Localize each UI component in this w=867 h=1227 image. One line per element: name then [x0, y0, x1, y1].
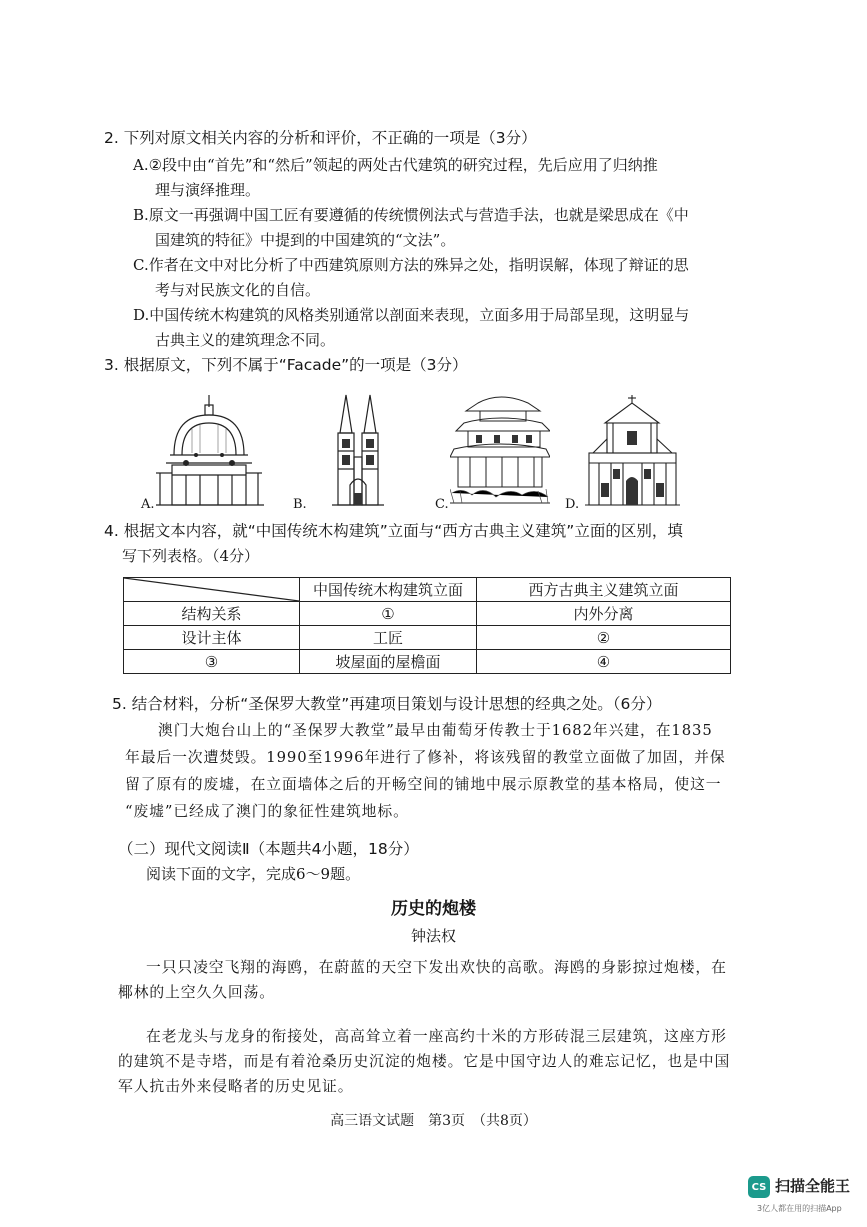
- article-p2-line2: 的建筑不是寺塔，而是有着沧桑历史沉淀的炮楼。它是中国守边人的难忘记忆，也是中国: [118, 1053, 731, 1070]
- material-line-2: 年最后一次遭焚毁。1990至1996年进行了修补，将该残留的教堂立面做了加固，并保: [125, 749, 726, 766]
- material-line-1: 澳门大炮台山上的“圣保罗大教堂”最早由葡萄牙传教士于1682年兴建，在1835: [158, 722, 713, 739]
- article-p2-line3: 军人抗击外来侵略者的历史见证。: [118, 1078, 354, 1095]
- section-instruction: 阅读下面的文字，完成6～9题。: [146, 865, 361, 883]
- table-row: [124, 602, 731, 626]
- table-header-cell: 西方古典主义建筑立面: [477, 578, 731, 602]
- question-2-option-c: C.作者在文中对比分析了中西建筑原则方法的殊异之处，指明误解，体现了辩证的思: [133, 256, 689, 274]
- article-author: 钟法权: [410, 927, 456, 945]
- question-2-option-d-cont: 古典主义的建筑理念不同。: [155, 331, 336, 349]
- table-header-cell: 中国传统木构建筑立面: [300, 578, 477, 602]
- article-title: 历史的炮楼: [391, 899, 476, 919]
- question-2-option-c-cont: 考与对民族文化的自信。: [155, 281, 321, 299]
- table-cell: ①: [300, 602, 477, 626]
- figure-a-label: A.: [141, 497, 155, 512]
- table-cell: 坡屋面的屋檐面: [300, 650, 477, 674]
- question-3-title: 3. 根据原文，下列不属于“Facade”的一项是（3分）: [104, 356, 468, 374]
- page-footer: 高三语文试题 第3页 （共8页）: [330, 1113, 537, 1129]
- article-p1-line1: 一只只凌空飞翔的海鸥，在蔚蓝的天空下发出欢快的高歌。海鸥的身影掠过炮楼，在: [146, 959, 727, 976]
- material-line-4: “废墟”已经成了澳门的象征性建筑地标。: [125, 803, 409, 820]
- table-cell: ④: [477, 650, 731, 674]
- question-2-option-a-cont: 理与演绎推理。: [155, 181, 261, 199]
- table-row: [124, 650, 731, 674]
- table-cell: ②: [477, 626, 731, 650]
- question-2-option-a: A.②段中由“首先”和“然后”领起的两处古代建筑的研究过程，先后应用了归纳推: [133, 156, 658, 174]
- figure-b-label: B.: [293, 497, 307, 512]
- question-4-title: 4. 根据文本内容，就“中国传统木构建筑”立面与“西方古典主义建筑”立面的区别，填: [104, 522, 683, 540]
- section-heading: （二）现代文阅读Ⅱ（本题共4小题，18分）: [118, 840, 419, 858]
- table-cell: 结构关系: [124, 602, 300, 626]
- figure-a-dome-section: [152, 393, 267, 511]
- question-4-title-cont: 写下列表格。（4分）: [122, 547, 260, 565]
- table-cell: 工匠: [300, 626, 477, 650]
- table-cell: ③: [124, 650, 300, 674]
- table-corner-cell: [124, 578, 300, 602]
- question-2-option-b: B.原文一再强调中国工匠有要遵循的传统惯例法式与营造手法，也就是梁思成在《中: [133, 206, 689, 224]
- question-2-option-d: D.中国传统木构建筑的风格类别通常以剖面来表现，立面多用于局部呈现，这明显与: [133, 306, 690, 324]
- figure-d-classical-facade: [585, 393, 680, 511]
- material-line-3: 留了原有的废墟，在立面墙体之后的开畅空间的铺地中展示原教堂的基本格局，使这一: [125, 776, 722, 793]
- figure-b-gothic-cathedral: [328, 393, 388, 511]
- camscanner-name: 扫描全能王: [775, 1177, 851, 1195]
- article-p2-line1: 在老龙头与龙身的衔接处，高高耸立着一座高约十米的方形砖混三层建筑，这座方形: [146, 1028, 727, 1045]
- figure-c-chinese-pavilion: [450, 393, 550, 511]
- article-p1-line2: 椰林的上空久久回荡。: [118, 984, 275, 1001]
- question-2-title: 2. 下列对原文相关内容的分析和评价，不正确的一项是（3分）: [104, 129, 537, 147]
- camscanner-tagline: 3亿人都在用的扫描App: [757, 1204, 842, 1213]
- camscanner-logo-icon: CS: [748, 1176, 770, 1198]
- table-row: [124, 626, 731, 650]
- table-cell: 内外分离: [477, 602, 731, 626]
- table-cell: 设计主体: [124, 626, 300, 650]
- figure-d-label: D.: [565, 497, 580, 512]
- table-header-row: [124, 578, 731, 602]
- question-5-title: 5. 结合材料，分析“圣保罗大教堂”再建项目策划与设计思想的经典之处。（6分）: [112, 695, 662, 713]
- diagonal-line: [124, 578, 299, 601]
- question-2-option-b-cont: 国建筑的特征》中提到的中国建筑的“文法”。: [155, 231, 456, 249]
- comparison-table: [123, 577, 731, 674]
- figure-c-label: C.: [435, 497, 449, 512]
